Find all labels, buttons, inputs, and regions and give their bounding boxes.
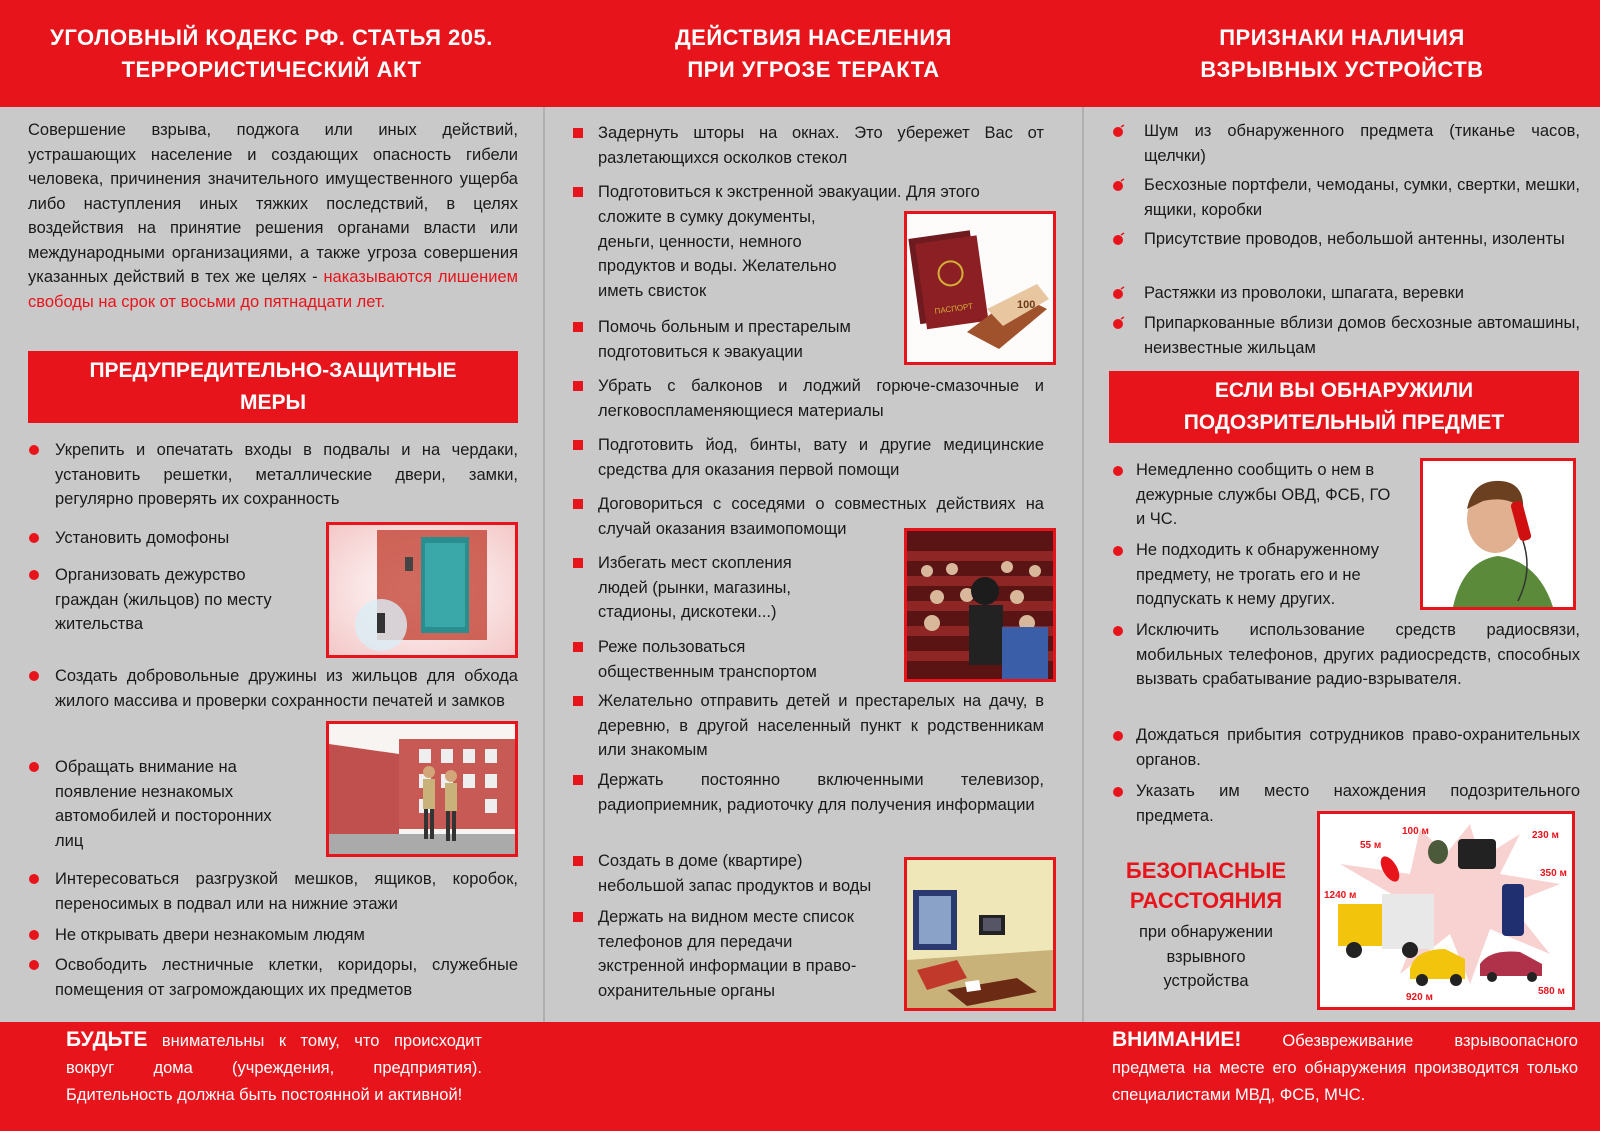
list-item: Растяжки из проволоки, шпагата, веревки [1144,284,1464,302]
footer-attention: ВНИМАНИЕ! Обезвреживание взрывоопасного предмета на месте его обнаружения производится только специалистами МВД, ФСБ, МЧС. [1112,1028,1578,1104]
bullet-icon [573,696,583,706]
distance-label: 55 м [1360,840,1382,851]
distance-label: 580 м [1538,986,1565,997]
list-item: Держать постоянно включенными телевизор, радиоприемник, радиоточку для получения информации [598,771,1044,814]
penalty-text: наказываются лишением свободы на срок от восьми до пятнадцати лет. [28,268,518,311]
bullet-icon [573,440,583,450]
safe-distances-image [1317,811,1575,1010]
list-item: Бесхозные портфели, чемоданы, сумки, свертки, мешки, ящики, коробки [1144,176,1580,219]
list-item: Освободить лестничные клетки, коридоры, служебные помещения от загромождающих их предметов [55,956,518,999]
column-header: ПРИЗНАКИ НАЛИЧИЯ ВЗРЫВНЫХ УСТРОЙСТВ [1200,25,1484,82]
distance-label: 350 м [1540,868,1567,879]
list-item: Организовать дежурство граждан (жильцов) по месту жительства [55,566,272,633]
safe-distance-title: БЕЗОПАСНЫЕ РАССТОЯНИЯ [1125,858,1287,913]
section-title-preventive: ПРЕДУПРЕДИТЕЛЬНО-ЗАЩИТНЫЕ МЕРЫ [28,351,518,423]
bullet-icon [29,874,39,884]
bullet-icon [1113,626,1123,636]
bullet-icon [29,445,39,455]
bullet-icon [573,642,583,652]
bullet-icon [29,570,39,580]
passport-wallet-image [904,211,1056,365]
distance-label: 1240 м [1324,890,1357,901]
bomb-icon [1112,124,1126,138]
list-item: Немедленно сообщить о нем в дежурные службы ОВД, ФСБ, ГО и ЧС. [1136,461,1391,528]
bullet-icon [1113,787,1123,797]
list-item: Избегать мест скопления людей (рынки, магазины, стадионы, дискотеки...) [598,554,792,621]
money-label: 100 [1017,299,1036,311]
bomb-icon [1112,316,1126,330]
list-item: Желательно отправить детей и престарелых на дачу, в деревню, в другой населенный пункт к родственникам или знакомым [598,692,1044,759]
list-item: Дождаться прибытия сотрудников право-охранительных органов. [1136,726,1580,769]
list-item: Создать добровольные дружины из жильцов для обхода жилого массива и проверки сохранности печатей и замков [55,667,518,710]
bullet-icon [573,128,583,138]
room-image [904,857,1056,1011]
column-header: ДЕЙСТВИЯ НАСЕЛЕНИЯ ПРИ УГРОЗЕ ТЕРАКТА [675,25,952,82]
patrol-building-image [326,721,518,857]
list-item: Припаркованные вблизи домов бесхозные автомашины, неизвестные жильцам [1144,314,1580,357]
list-item: Присутствие проводов, небольшой антенны, изоленты [1144,230,1565,248]
list-item: Задернуть шторы на окнах. Это убережет Вас от разлетающихся осколков стекол [598,124,1044,167]
bomb-icon [1112,286,1126,300]
list-item: Интересоваться разгрузкой мешков, ящиков, коробок, переносимых в подвал или на нижние этажи [55,870,518,913]
column-explosive-signs [1084,0,1600,1131]
bullet-icon [29,930,39,940]
list-item: Не открывать двери незнакомым людям [55,926,365,944]
list-item: Не подходить к обнаруженному предмету, не трогать его и не подпускать к нему других. [1136,541,1380,608]
bullet-icon [29,533,39,543]
bomb-icon [1112,178,1126,192]
footer-be-alert: БУДЬТЕ внимательны к тому, что происходит вокруг дома (учреждения, предприятия). Бдительность должна быть постоянной и активной! [66,1028,482,1104]
section-title-suspicious-object: ЕСЛИ ВЫ ОБНАРУЖИЛИ ПОДОЗРИТЕЛЬНЫЙ ПРЕДМЕТ [1109,371,1579,443]
list-item: Создать в доме (квартире) небольшой запас продуктов и воды [598,852,872,895]
list-item: Помочь больным и престарелым подготовиться к эвакуации [598,318,851,361]
column-header: УГОЛОВНЫЙ КОДЕКС РФ. СТАТЬЯ 205. ТЕРРОРИСТИЧЕСКИЙ АКТ [50,25,493,82]
crowd-image [904,528,1056,682]
list-item: Укрепить и опечатать входы в подвалы и на чердаки, установить решетки, металлические двери, замки, регулярно проверять их сохранность [55,441,518,508]
column-actions [545,0,1082,1131]
distance-label: 100 м [1402,826,1429,837]
bullet-icon [573,187,583,197]
list-item: Договориться с соседями о совместных действиях на случай оказания взаимопомощи [598,495,1044,538]
list-item: Указать им место нахождения подозрительного предмета. [1136,782,1580,825]
list-item: Установить домофоны [55,529,230,547]
column-criminal-code [0,0,543,1131]
bullet-icon [573,775,583,785]
bullet-icon [1113,466,1123,476]
list-item: Исключить использование средств радиосвязи, мобильных телефонов, других радиосредств, способных вызвать срабатывание радио-взрывателя. [1136,621,1580,688]
list-item: Держать на видном месте список телефонов для передачи экстренной информации в право-охранительные органы [598,908,857,1000]
distance-label: 920 м [1406,992,1433,1003]
passport-label: ПАСПОРТ [934,301,974,316]
list-item: Реже пользоваться общественным транспортом [598,638,817,681]
list-item: Подготовиться к экстренной эвакуации. Для этого [598,183,980,201]
article-text: Совершение взрыва, поджога или иных действий, устрашающих население и создающих опасность гибели человека, причинения значительного имущественного ущерба либо наступления иных тяжких последствий, в целях воздействия на принятие решения органами власти или международными организациями, а также угроза совершения указанных действий в тех же целях - наказываются лишением свободы на срок от восьми до пятнадцати лет. [28,121,518,311]
list-item: Обращать внимание на появление незнакомых автомобилей и посторонних лиц [55,758,272,850]
bomb-icon [1112,232,1126,246]
man-phone-image [1420,458,1576,610]
bullet-icon [573,856,583,866]
intercom-door-image [326,522,518,658]
distance-label: 230 м [1532,830,1559,841]
list-item: Подготовить йод, бинты, вату и другие медицинские средства для оказания первой помощи [598,436,1044,479]
bullet-icon [29,671,39,681]
bullet-icon [1113,731,1123,741]
bullet-icon [29,762,39,772]
bullet-icon [1113,546,1123,556]
bullet-icon [573,322,583,332]
bullet-icon [573,558,583,568]
bullet-icon [29,960,39,970]
bullet-icon [573,499,583,509]
list-item: Шум из обнаруженного предмета (тиканье часов, щелчки) [1144,122,1580,165]
bullet-icon [573,912,583,922]
safe-distance-subtitle: при обнаружении взрывного устройства [1138,923,1273,990]
list-item: Убрать с балконов и лоджий горюче-смазочные и легковоспламеняющиеся материалы [598,377,1044,420]
list-item: сложите в сумку документы, деньги, ценности, немного продуктов и воды. Желательно иметь свисток [598,208,837,300]
bullet-icon [573,381,583,391]
